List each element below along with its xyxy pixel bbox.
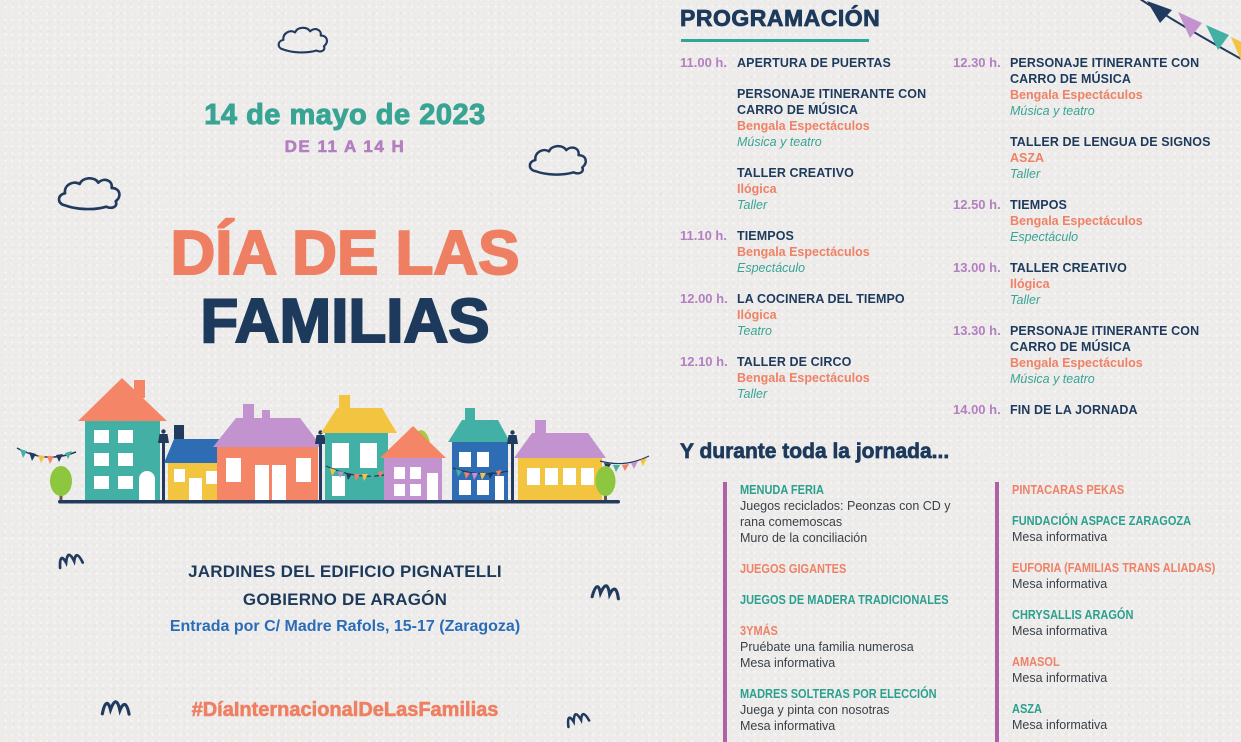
entrance-info: Entrada por C/ Madre Rafols, 15-17 (Zaragoza) [169, 618, 521, 635]
jornada-item-line: Mesa informativa [740, 719, 836, 733]
jornada-column-1 [723, 482, 975, 742]
jornada-item-line: Mesa informativa [1012, 624, 1108, 638]
jornada-item-name: PINTACARAS PEKAS [1012, 483, 1125, 497]
venue-line1: JARDINES DEL EDIFICIO PIGNATELLI [188, 562, 502, 581]
event-company: Bengala Espectáculos [1010, 356, 1143, 370]
jornada-item-line: Mesa informativa [1012, 718, 1108, 732]
event-time: 12.00 h. [680, 291, 728, 306]
jornada-item-line: Juegos reciclados: Peonzas con CD y rana comemoscas [740, 499, 951, 529]
program-title-underline [681, 39, 869, 42]
poster-title-line2: FAMILIAS [200, 287, 490, 356]
jornada-column-2 [995, 482, 1235, 742]
jornada-item-name: ASZA [1012, 702, 1042, 716]
event-title: TALLER DE LENGUA DE SIGNOS [1010, 135, 1211, 149]
schedule-event [680, 354, 953, 402]
event-title: PERSONAJE ITINERANTE CON CARRO DE MÚSICA [1010, 56, 1200, 86]
event-company: Bengala Espectáculos [1010, 214, 1143, 228]
jornada-item [740, 686, 975, 734]
schedule-event [953, 197, 1241, 245]
jornada-item-name: EUFORIA (FAMILIAS TRANS ALIADAS) [1012, 561, 1216, 575]
event-category: Música y teatro [1010, 372, 1095, 386]
event-time: 13.00 h. [953, 260, 1001, 275]
program-title: PROGRAMACIÓN [680, 5, 881, 31]
jornada-item [1012, 513, 1235, 545]
event-title: LA COCINERA DEL TIEMPO [737, 292, 905, 306]
jornada-item [740, 561, 975, 577]
hashtag: #DíaInternacionalDeLasFamilias [191, 699, 499, 721]
jornada-item-name: CHRYSALLIS ARAGÓN [1012, 608, 1134, 622]
jornada-title: Y durante toda la jornada... [680, 440, 950, 463]
event-time: 13.30 h. [953, 323, 1001, 338]
jornada-item-name: JUEGOS DE MADERA TRADICIONALES [740, 593, 949, 607]
event-company: ASZA [1010, 151, 1045, 165]
event-title: FIN DE LA JORNADA [1010, 403, 1138, 417]
jornada-item [1012, 654, 1235, 686]
schedule-event [953, 260, 1241, 308]
event-title: APERTURA DE PUERTAS [737, 56, 891, 70]
event-title: PERSONAJE ITINERANTE CON CARRO DE MÚSICA [1010, 324, 1200, 354]
event-category: Taller [1010, 293, 1041, 307]
event-time [953, 134, 1010, 182]
event-category: Taller [737, 387, 768, 401]
schedule-event [953, 55, 1241, 119]
event-time: 11.00 h. [680, 55, 727, 70]
event-category: Taller [737, 198, 768, 212]
event-time-range: DE 11 A 14 H [284, 137, 406, 156]
jornada-item-name: AMASOL [1012, 655, 1060, 669]
jornada-item-name: FUNDACIÓN ASPACE ZARAGOZA [1012, 514, 1192, 528]
event-title: TALLER DE CIRCO [737, 355, 852, 369]
event-time [680, 86, 737, 150]
jornada-item-line: Mesa informativa [740, 656, 836, 670]
schedule-column-2 [953, 55, 1241, 433]
event-company: Bengala Espectáculos [1010, 88, 1143, 102]
schedule-event [680, 86, 953, 150]
jornada-item [740, 592, 975, 608]
jornada-item [1012, 607, 1235, 639]
jornada-item-name: MENUDA FERIA [740, 483, 824, 497]
event-category: Música y teatro [1010, 104, 1095, 118]
schedule-event [953, 402, 1241, 418]
jornada-item-line: Mesa informativa [1012, 530, 1108, 544]
jornada-item [1012, 560, 1235, 592]
event-category: Espectáculo [737, 261, 806, 275]
event-company: Ilógica [737, 182, 777, 196]
jornada-item [1012, 482, 1235, 498]
event-company: Bengala Espectáculos [737, 119, 870, 133]
event-title: TALLER CREATIVO [1010, 261, 1128, 275]
event-company: Bengala Espectáculos [737, 371, 870, 385]
schedule-event [680, 55, 953, 71]
jornada-item-name: MADRES SOLTERAS POR ELECCIÓN [740, 687, 937, 701]
jornada-item [1012, 701, 1235, 733]
event-time: 11.10 h. [680, 228, 727, 243]
poster-title-line1: DÍA DE LAS [170, 219, 520, 288]
schedule-column-1 [680, 55, 953, 417]
event-title: TIEMPOS [737, 229, 794, 243]
event-title: PERSONAJE ITINERANTE CON CARRO DE MÚSICA [737, 87, 927, 117]
event-category: Teatro [737, 324, 772, 338]
event-time: 14.00 h. [953, 402, 1001, 417]
schedule-event [953, 134, 1241, 182]
jornada-item-line: Mesa informativa [1012, 577, 1108, 591]
schedule-event [680, 291, 953, 339]
venue-line2: GOBIERNO DE ARAGÓN [242, 590, 448, 609]
event-company: Ilógica [1010, 277, 1050, 291]
event-time: 12.50 h. [953, 197, 1001, 212]
right-panel [680, 0, 1241, 742]
event-category: Espectáculo [1010, 230, 1079, 244]
event-time: 12.30 h. [953, 55, 1001, 70]
jornada-item-line: Muro de la conciliación [740, 531, 868, 545]
event-company: Bengala Espectáculos [737, 245, 870, 259]
jornada-item [740, 482, 975, 546]
jornada-item-line: Pruébate una familia numerosa [740, 640, 914, 654]
schedule-event [680, 165, 953, 213]
jornada-item-line: Juega y pinta con nosotras [740, 703, 890, 717]
schedule-event [680, 228, 953, 276]
event-time: 12.10 h. [680, 354, 728, 369]
event-date: 14 de mayo de 2023 [204, 99, 486, 131]
jornada-item-line: Mesa informativa [1012, 671, 1108, 685]
jornada-item [740, 623, 975, 671]
event-category: Taller [1010, 167, 1041, 181]
jornada-item-name: JUEGOS GIGANTES [740, 562, 847, 576]
event-company: Ilógica [737, 308, 777, 322]
schedule-event [953, 323, 1241, 387]
event-title: TALLER CREATIVO [737, 166, 855, 180]
event-time [680, 165, 737, 213]
event-title: TIEMPOS [1010, 198, 1067, 212]
event-category: Música y teatro [737, 135, 822, 149]
jornada-item-name: 3YMÁS [740, 624, 778, 638]
